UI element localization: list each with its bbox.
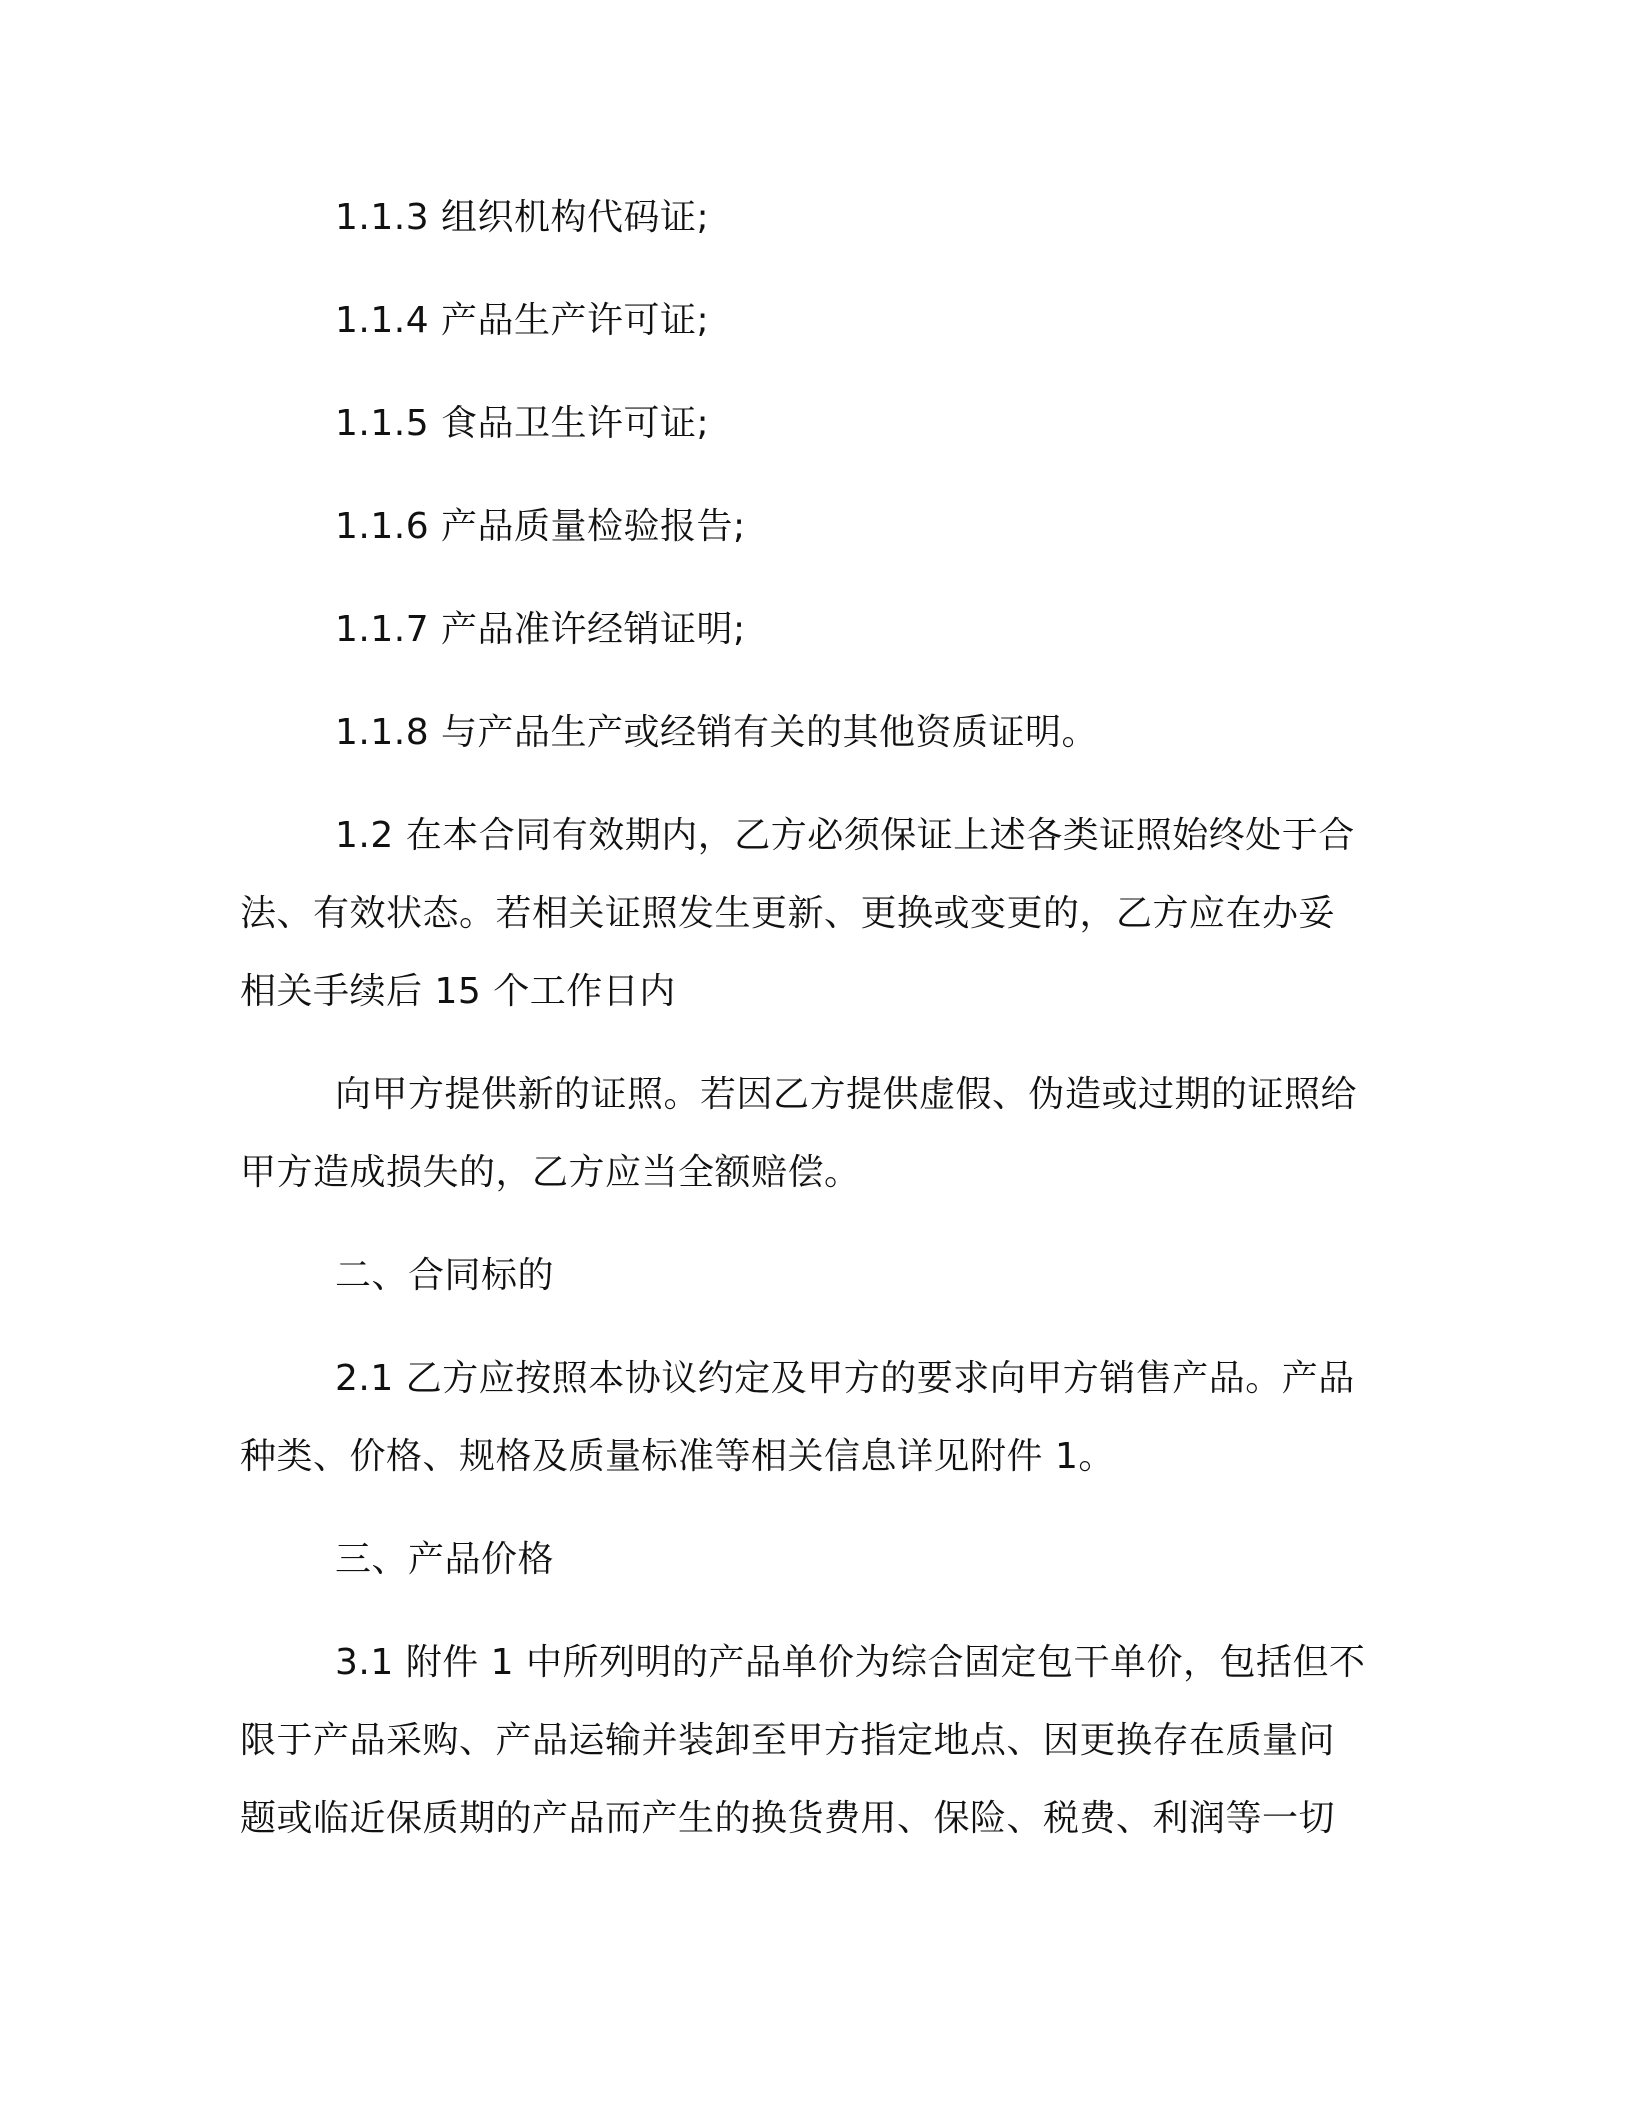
paragraph-line-1: 向甲方提供新的证照。若因乙方提供虚假、伪造或过期的证照给 (335, 1074, 1358, 1115)
paragraph-line-2: 甲方造成损失的，乙方应当全额赔偿。 (240, 1152, 861, 1193)
clause-2-1-line-1: 2.1 乙方应按照本协议约定及甲方的要求向甲方销售产品。产品 (335, 1358, 1355, 1399)
clause-2-1-line-2: 种类、价格、规格及质量标准等相关信息详见附件 1。 (240, 1436, 1115, 1477)
clause-1-2-line-3: 相关手续后 15 个工作日内 (240, 971, 676, 1012)
clause-1-1-3: 1.1.3 组织机构代码证; (335, 197, 710, 238)
clause-3-1-line-3: 题或临近保质期的产品而产生的换货费用、保险、税费、利润等一切 (240, 1798, 1336, 1839)
section-heading-3: 三、产品价格 (335, 1539, 555, 1580)
clause-1-2-line-1: 1.2 在本合同有效期内，乙方必须保证上述各类证照始终处于合 (335, 815, 1355, 856)
clause-1-1-5: 1.1.5 食品卫生许可证; (335, 403, 710, 444)
section-heading-2: 二、合同标的 (335, 1255, 555, 1296)
clause-3-1-line-1: 3.1 附件 1 中所列明的产品单价为综合固定包干单价，包括但不 (335, 1642, 1366, 1683)
clause-1-1-7: 1.1.7 产品准许经销证明; (335, 609, 746, 650)
clause-1-1-6: 1.1.6 产品质量检验报告; (335, 506, 746, 547)
clause-1-1-8: 1.1.8 与产品生产或经销有关的其他资质证明。 (335, 712, 1099, 753)
clause-1-1-4: 1.1.4 产品生产许可证; (335, 300, 710, 341)
clause-3-1-line-2: 限于产品采购、产品运输并装卸至甲方指定地点、因更换存在质量问 (240, 1720, 1336, 1761)
clause-1-2-line-2: 法、有效状态。若相关证照发生更新、更换或变更的，乙方应在办妥 (240, 893, 1336, 934)
